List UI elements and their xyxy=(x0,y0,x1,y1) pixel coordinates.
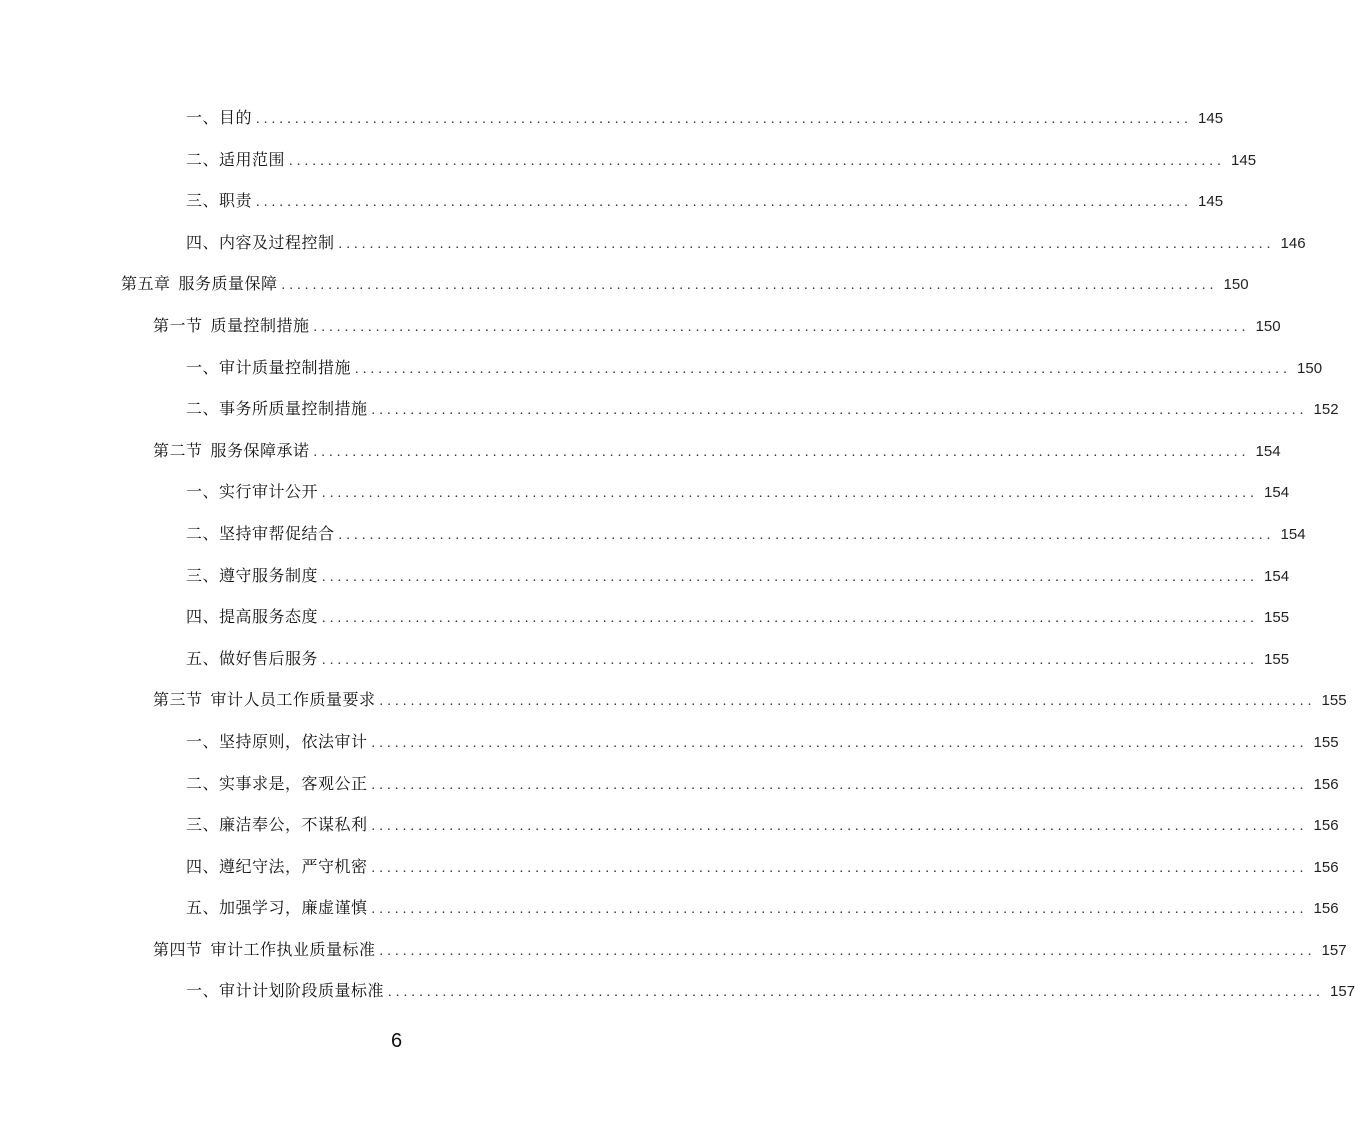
toc-entry[interactable] xyxy=(186,388,1339,432)
toc-dot-leader: ........................................................................................................................ xyxy=(313,444,1250,460)
toc-entry[interactable] xyxy=(186,970,1355,1014)
toc-row xyxy=(0,222,1306,264)
toc-dot-leader: ........................................................................................................................ xyxy=(322,569,1259,585)
toc-entry-label: 一、审计质量控制措施 xyxy=(186,357,352,377)
toc-row xyxy=(0,555,1290,597)
toc-entry[interactable] xyxy=(186,222,1306,266)
toc-entry-label: 四、内容及过程控制 xyxy=(186,232,335,252)
toc-entry-page: 150 xyxy=(1223,276,1249,294)
toc-entry-page: 157 xyxy=(1321,941,1347,959)
toc-entry-title xyxy=(153,430,310,472)
toc-entry-page: 155 xyxy=(1321,692,1347,710)
toc-entry-title xyxy=(153,929,376,971)
toc-dot-leader: ........................................................................................................................ xyxy=(322,611,1259,627)
toc-entry-label: 五、做好售后服务 xyxy=(186,648,319,668)
toc-entry-prefix: 第一节 xyxy=(153,315,203,335)
toc-row xyxy=(0,513,1306,555)
toc-entry-title xyxy=(186,596,318,638)
toc-entry[interactable] xyxy=(186,596,1290,640)
toc-row xyxy=(0,347,1323,389)
toc-entry-page: 156 xyxy=(1313,858,1339,876)
toc-entry-label: 三、遵守服务制度 xyxy=(186,565,319,585)
toc-entry-title xyxy=(186,388,368,430)
toc-entry-title xyxy=(186,763,368,805)
toc-row xyxy=(0,596,1290,638)
toc-entry-label: 质量控制措施 xyxy=(210,315,310,335)
toc-row xyxy=(0,804,1339,846)
toc-entry-page: 156 xyxy=(1313,775,1339,793)
toc-dot-leader: ........................................................................................................................ xyxy=(338,236,1275,252)
toc-row xyxy=(0,471,1290,513)
toc-entry-title xyxy=(153,305,310,347)
toc-entry-title xyxy=(186,97,252,139)
table-of-contents xyxy=(0,97,1355,1012)
toc-entry[interactable] xyxy=(186,638,1290,682)
toc-entry-label: 二、坚持审帮促结合 xyxy=(186,523,335,543)
toc-entry[interactable] xyxy=(186,471,1290,515)
toc-dot-leader: ........................................................................................................................ xyxy=(371,735,1308,751)
page-number: 6 xyxy=(390,1030,403,1052)
toc-entry-label: 二、适用范围 xyxy=(186,149,286,169)
toc-entry-label: 四、提高服务态度 xyxy=(186,607,319,627)
toc-entry-page: 154 xyxy=(1255,442,1281,460)
toc-row xyxy=(0,139,1257,181)
toc-row xyxy=(0,887,1339,929)
toc-entry-page: 155 xyxy=(1264,650,1290,668)
toc-dot-leader: ........................................................................................................................ xyxy=(256,112,1193,127)
toc-entry-label: 四、遵纪守法，严守机密 xyxy=(186,856,368,876)
toc-entry-label: 五、加强学习，廉虚谨慎 xyxy=(186,898,368,918)
toc-entry-page: 145 xyxy=(1198,110,1224,127)
toc-entry-page: 152 xyxy=(1313,401,1339,419)
toc-entry[interactable] xyxy=(186,513,1306,557)
toc-dot-leader: ........................................................................................................................ xyxy=(322,652,1259,668)
toc-entry[interactable] xyxy=(186,180,1224,224)
toc-entry-page: 156 xyxy=(1313,817,1339,835)
toc-entry-label: 审计工作执业质量标准 xyxy=(210,939,376,959)
toc-entry-title xyxy=(186,555,318,597)
toc-entry-title xyxy=(186,846,368,888)
toc-entry-title xyxy=(186,721,368,763)
toc-entry-page: 150 xyxy=(1297,359,1323,377)
toc-dot-leader: ........................................................................................................................ xyxy=(388,985,1325,1001)
toc-dot-leader: ........................................................................................................................ xyxy=(379,943,1316,959)
toc-entry[interactable] xyxy=(186,763,1339,807)
toc-dot-leader: ........................................................................................................................ xyxy=(256,195,1193,211)
toc-entry-title xyxy=(186,222,335,264)
toc-entry-title xyxy=(186,471,318,513)
toc-entry-label: 服务质量保障 xyxy=(178,274,278,294)
toc-dot-leader: ........................................................................................................................ xyxy=(281,278,1218,294)
toc-entry[interactable] xyxy=(186,804,1339,848)
toc-entry-label: 二、事务所质量控制措施 xyxy=(186,399,368,419)
toc-entry-label: 二、实事求是，客观公正 xyxy=(186,773,368,793)
toc-dot-leader: ........................................................................................................................ xyxy=(355,361,1292,377)
toc-entry-page: 150 xyxy=(1255,317,1281,335)
toc-entry[interactable] xyxy=(153,305,1281,349)
toc-entry-label: 一、实行审计公开 xyxy=(186,482,319,502)
toc-row xyxy=(0,846,1339,888)
toc-dot-leader: ........................................................................................................................ xyxy=(371,902,1308,918)
toc-entry-page: 155 xyxy=(1313,733,1339,751)
toc-entry[interactable] xyxy=(153,929,1347,973)
toc-entry-page: 145 xyxy=(1198,193,1224,211)
toc-entry-title xyxy=(186,887,368,929)
toc-dot-leader: ........................................................................................................................ xyxy=(338,527,1275,543)
toc-entry-title xyxy=(153,679,376,721)
toc-row xyxy=(0,305,1281,347)
toc-entry-prefix: 第三节 xyxy=(153,690,203,710)
toc-entry-page: 154 xyxy=(1264,484,1290,502)
toc-row xyxy=(0,388,1339,430)
toc-entry-label: 一、审计计划阶段质量标准 xyxy=(186,981,385,1001)
toc-entry[interactable] xyxy=(186,139,1257,183)
toc-entry-title xyxy=(186,513,335,555)
toc-row xyxy=(0,721,1339,763)
toc-entry-label: 审计人员工作质量要求 xyxy=(210,690,376,710)
toc-entry-title xyxy=(121,263,278,305)
toc-dot-leader: ........................................................................................................................ xyxy=(371,860,1308,876)
toc-entry-title xyxy=(186,970,384,1012)
toc-entry-title xyxy=(186,638,318,680)
toc-row xyxy=(0,97,1224,139)
toc-entry[interactable] xyxy=(186,887,1339,931)
toc-row xyxy=(0,180,1224,222)
toc-entry-label: 一、坚持原则，依法审计 xyxy=(186,731,368,751)
toc-entry-page: 145 xyxy=(1231,151,1257,169)
toc-entry-page: 146 xyxy=(1280,234,1306,252)
toc-dot-leader: ........................................................................................................................ xyxy=(371,819,1308,835)
toc-entry-page: 157 xyxy=(1330,983,1355,1001)
toc-entry[interactable] xyxy=(186,555,1290,599)
toc-entry-title xyxy=(186,180,252,222)
toc-entry[interactable] xyxy=(153,679,1347,723)
toc-row xyxy=(0,430,1281,472)
toc-entry[interactable] xyxy=(186,846,1339,890)
toc-entry-title xyxy=(186,804,368,846)
toc-dot-leader: ........................................................................................................................ xyxy=(379,694,1316,710)
toc-entry-label: 一、目的 xyxy=(186,108,253,127)
toc-entry-page: 155 xyxy=(1264,609,1290,627)
toc-entry[interactable] xyxy=(153,430,1281,474)
toc-entry-title xyxy=(186,139,285,181)
toc-entry-prefix: 第五章 xyxy=(121,274,171,294)
toc-row xyxy=(0,970,1355,1012)
toc-entry-title xyxy=(186,347,351,389)
toc-entry-prefix: 第四节 xyxy=(153,939,203,959)
toc-dot-leader: ........................................................................................................................ xyxy=(322,486,1259,502)
toc-row xyxy=(0,929,1347,971)
toc-entry[interactable] xyxy=(186,347,1323,391)
toc-entry[interactable] xyxy=(121,263,1249,307)
toc-dot-leader: ........................................................................................................................ xyxy=(289,153,1226,169)
toc-entry[interactable] xyxy=(186,721,1339,765)
toc-row xyxy=(0,763,1339,805)
toc-row xyxy=(0,638,1290,680)
toc-entry-page: 156 xyxy=(1313,900,1339,918)
toc-row xyxy=(0,263,1249,305)
toc-entry-page: 154 xyxy=(1280,525,1306,543)
toc-row xyxy=(0,679,1347,721)
toc-entry-label: 三、廉洁奉公，不谋私利 xyxy=(186,815,368,835)
toc-entry[interactable] xyxy=(186,97,1224,141)
toc-entry-label: 三、职责 xyxy=(186,191,253,211)
toc-dot-leader: ........................................................................................................................ xyxy=(371,403,1308,419)
toc-entry-prefix: 第二节 xyxy=(153,440,203,460)
toc-dot-leader: ........................................................................................................................ xyxy=(371,777,1308,793)
toc-entry-page: 154 xyxy=(1264,567,1290,585)
toc-entry-label: 服务保障承诺 xyxy=(210,440,310,460)
toc-dot-leader: ........................................................................................................................ xyxy=(313,319,1250,335)
